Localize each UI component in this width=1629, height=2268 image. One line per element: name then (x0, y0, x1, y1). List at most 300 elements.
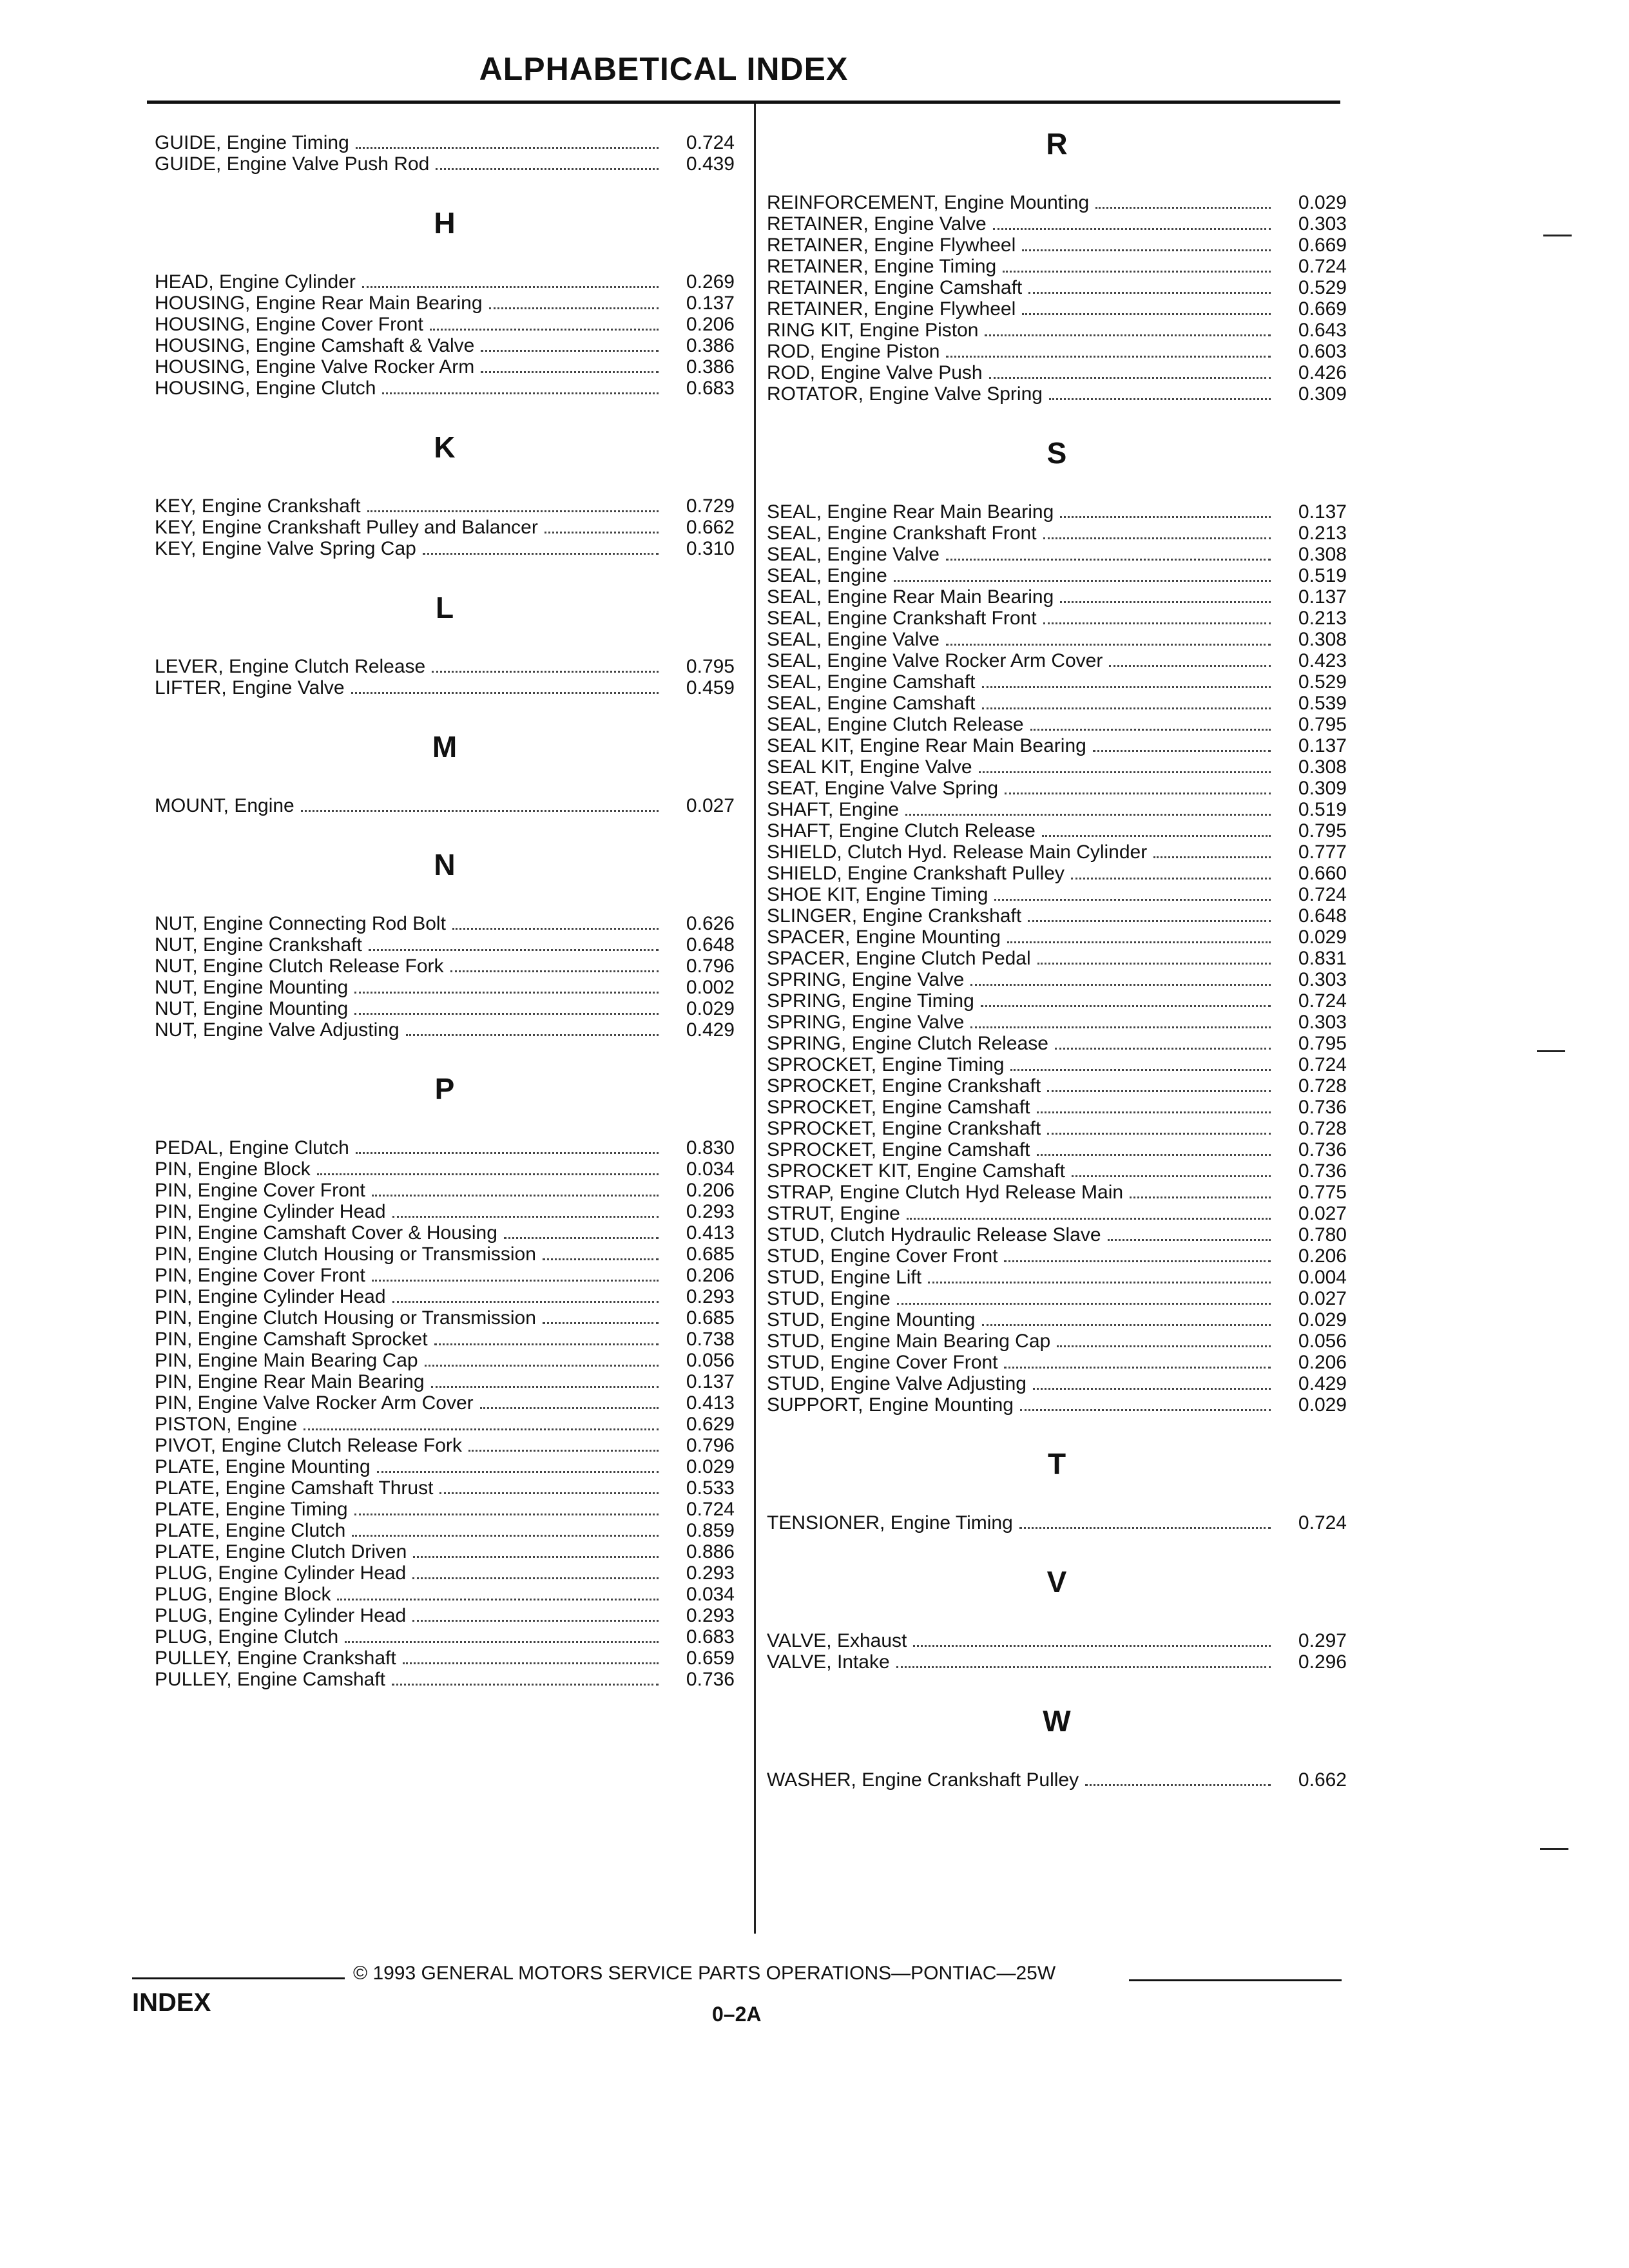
entry-section-number: 0.002 (686, 977, 735, 998)
entry-name: RING KIT, Engine Piston (767, 320, 979, 341)
dot-leader (989, 377, 1271, 379)
dot-leader (481, 350, 659, 352)
entry-section-number: 0.795 (1298, 820, 1347, 841)
index-entry (155, 1605, 735, 1626)
entry-name: SPRING, Engine Timing (767, 990, 974, 1012)
entry-section-number: 0.648 (686, 934, 735, 956)
index-entry (767, 714, 1347, 735)
entry-name: KEY, Engine Valve Spring Cap (155, 538, 416, 559)
entry-name: LEVER, Engine Clutch Release (155, 656, 426, 677)
entry-name: SEAL KIT, Engine Rear Main Bearing (767, 735, 1086, 756)
index-entry (767, 1331, 1347, 1352)
footer-page-number: 0–2A (712, 2003, 762, 2026)
entry-section-number: 0.643 (1298, 320, 1347, 341)
dot-leader (913, 1645, 1271, 1647)
index-entry (767, 586, 1347, 608)
index-entry (155, 356, 735, 378)
entry-name: SEAL, Engine Clutch Release (767, 714, 1024, 735)
page-title: ALPHABETICAL INDEX (479, 51, 849, 87)
entry-name: SEAT, Engine Valve Spring (767, 778, 999, 799)
entry-name: PISTON, Engine (155, 1414, 298, 1435)
dot-leader (367, 510, 659, 512)
dot-leader (304, 1428, 659, 1430)
index-entry (155, 495, 735, 517)
index-entry (767, 383, 1347, 405)
entry-name: TENSIONER, Engine Timing (767, 1512, 1013, 1533)
entry-name: HOUSING, Engine Cover Front (155, 314, 423, 335)
entry-section-number: 0.886 (686, 1541, 735, 1562)
entry-name: STUD, Engine Cover Front (767, 1352, 998, 1373)
entry-section-number: 0.795 (686, 656, 735, 677)
entry-name: STUD, Engine Valve Adjusting (767, 1373, 1027, 1394)
dot-leader (489, 307, 659, 309)
entry-name: STUD, Engine (767, 1288, 891, 1309)
dot-leader (982, 686, 1271, 688)
dot-leader (413, 1556, 659, 1558)
entry-section-number: 0.137 (686, 293, 735, 314)
dot-leader (436, 168, 659, 170)
entry-section-number: 0.539 (1298, 693, 1347, 714)
entry-name: PIN, Engine Valve Rocker Arm Cover (155, 1392, 474, 1414)
entry-section-number: 0.728 (1298, 1118, 1347, 1139)
index-entry (767, 948, 1347, 969)
entry-name: MOUNT, Engine (155, 795, 294, 816)
entry-section-number: 0.423 (1298, 650, 1347, 671)
index-entry (155, 795, 735, 816)
dot-leader (1037, 963, 1271, 965)
index-entry (767, 650, 1347, 671)
dot-leader (369, 949, 659, 951)
entry-name: SHAFT, Engine Clutch Release (767, 820, 1036, 841)
index-entry (155, 335, 735, 356)
index-entry (767, 1075, 1347, 1097)
index-entry (767, 799, 1347, 820)
entry-name: PIN, Engine Rear Main Bearing (155, 1371, 425, 1392)
index-entry (767, 1769, 1347, 1791)
entry-name: WASHER, Engine Crankshaft Pulley (767, 1769, 1079, 1791)
entry-name: KEY, Engine Crankshaft (155, 495, 361, 517)
dot-leader (372, 1195, 659, 1196)
entry-name: PIN, Engine Cylinder Head (155, 1286, 386, 1307)
dot-leader (946, 644, 1271, 646)
entry-name: SEAL, Engine (767, 565, 887, 586)
entry-name: STUD, Engine Main Bearing Cap (767, 1331, 1051, 1352)
entry-name: RETAINER, Engine Valve (767, 213, 987, 235)
entry-name: GUIDE, Engine Valve Push Rod (155, 153, 430, 175)
entry-section-number: 0.297 (1298, 1630, 1347, 1651)
entry-section-number: 0.027 (686, 795, 735, 816)
dot-leader (970, 984, 1271, 986)
entry-name: SPRING, Engine Valve (767, 969, 965, 990)
dot-leader (1037, 1154, 1271, 1156)
entry-name: SEAL, Engine Valve (767, 544, 940, 565)
index-entry (155, 1329, 735, 1350)
entry-name: PIN, Engine Camshaft Sprocket (155, 1329, 428, 1350)
index-entry (155, 1477, 735, 1499)
entry-section-number: 0.724 (1298, 990, 1347, 1012)
index-entry (155, 977, 735, 998)
entry-section-number: 0.308 (1298, 756, 1347, 778)
entry-name: VALVE, Exhaust (767, 1630, 907, 1651)
entry-name: PEDAL, Engine Clutch (155, 1137, 349, 1158)
index-entry (767, 1118, 1347, 1139)
dot-leader (1043, 622, 1271, 624)
entry-name: STRAP, Engine Clutch Hyd Release Main (767, 1182, 1124, 1203)
entry-section-number: 0.004 (1298, 1267, 1347, 1288)
entry-name: PULLEY, Engine Camshaft (155, 1669, 385, 1690)
margin-tick (1537, 1050, 1565, 1052)
index-entry (767, 544, 1347, 565)
entry-section-number: 0.056 (1298, 1331, 1347, 1352)
dot-leader (1028, 920, 1271, 922)
entry-section-number: 0.137 (1298, 501, 1347, 523)
entry-section-number: 0.626 (686, 913, 735, 934)
entry-section-number: 0.459 (686, 677, 735, 698)
entry-name: SUPPORT, Engine Mounting (767, 1394, 1014, 1416)
entry-name: SPROCKET, Engine Timing (767, 1054, 1005, 1075)
index-entry (155, 677, 735, 698)
index-entry (155, 1286, 735, 1307)
entry-section-number: 0.775 (1298, 1182, 1347, 1203)
index-entry (767, 1097, 1347, 1118)
index-entry (155, 1541, 735, 1562)
index-entry (767, 820, 1347, 841)
entry-name: NUT, Engine Crankshaft (155, 934, 362, 956)
entry-section-number: 0.659 (686, 1648, 735, 1669)
dot-leader (894, 580, 1271, 582)
index-entry (155, 1520, 735, 1541)
dot-leader (1030, 729, 1271, 731)
index-entry (155, 1265, 735, 1286)
entry-name: SPACER, Engine Clutch Pedal (767, 948, 1031, 969)
entry-section-number: 0.724 (1298, 1054, 1347, 1075)
index-entry (155, 1180, 735, 1201)
section-letter: N (434, 848, 456, 881)
entry-section-number: 0.386 (686, 356, 735, 378)
index-entry (767, 841, 1347, 863)
dot-leader (392, 1301, 659, 1303)
entry-name: HOUSING, Engine Rear Main Bearing (155, 293, 483, 314)
entry-section-number: 0.308 (1298, 544, 1347, 565)
dot-leader (372, 1280, 659, 1282)
entry-section-number: 0.780 (1298, 1224, 1347, 1245)
entry-section-number: 0.303 (1298, 213, 1347, 235)
entry-section-number: 0.029 (1298, 192, 1347, 213)
entry-section-number: 0.736 (1298, 1160, 1347, 1182)
entry-name: STRUT, Engine (767, 1203, 900, 1224)
entry-name: LIFTER, Engine Valve (155, 677, 345, 698)
index-entry (767, 671, 1347, 693)
entry-name: PIN, Engine Main Bearing Cap (155, 1350, 418, 1371)
dot-leader (1028, 292, 1271, 294)
entry-section-number: 0.629 (686, 1414, 735, 1435)
entry-name: SHIELD, Clutch Hyd. Release Main Cylinder (767, 841, 1148, 863)
entry-name: RETAINER, Engine Camshaft (767, 277, 1023, 298)
entry-section-number: 0.685 (686, 1244, 735, 1265)
entry-section-number: 0.137 (1298, 586, 1347, 608)
dot-leader (432, 671, 659, 673)
dot-leader (434, 1343, 659, 1345)
entry-section-number: 0.303 (1298, 1012, 1347, 1033)
entry-section-number: 0.303 (1298, 969, 1347, 990)
margin-tick (1543, 235, 1572, 236)
dot-leader (430, 329, 659, 331)
entry-name: PLATE, Engine Camshaft Thrust (155, 1477, 434, 1499)
dot-leader (337, 1599, 659, 1600)
index-entry (155, 1201, 735, 1222)
index-entry (767, 1245, 1347, 1267)
entry-section-number: 0.724 (686, 132, 735, 153)
entry-section-number: 0.309 (1298, 383, 1347, 405)
entry-name: PLATE, Engine Clutch Driven (155, 1541, 407, 1562)
index-entry (767, 735, 1347, 756)
entry-section-number: 0.429 (1298, 1373, 1347, 1394)
entry-section-number: 0.738 (686, 1329, 735, 1350)
entry-section-number: 0.669 (1298, 298, 1347, 320)
dot-leader (1060, 601, 1271, 603)
index-entry (155, 1584, 735, 1605)
entry-name: SEAL, Engine Crankshaft Front (767, 608, 1037, 629)
index-entry (155, 1648, 735, 1669)
dot-leader (1093, 750, 1271, 752)
dot-leader (1108, 1239, 1271, 1241)
index-entry (767, 629, 1347, 650)
index-entry (767, 1352, 1347, 1373)
dot-leader (1043, 537, 1271, 539)
section-letter: W (1043, 1704, 1071, 1738)
footer-rule-right (1129, 1979, 1342, 1981)
dot-leader (1033, 1388, 1271, 1390)
index-entry (767, 756, 1347, 778)
footer-rule-left (132, 1977, 345, 1979)
index-entry (767, 523, 1347, 544)
entry-section-number: 0.034 (686, 1584, 735, 1605)
index-entry (155, 934, 735, 956)
dot-leader (392, 1684, 659, 1686)
dot-leader (1095, 207, 1271, 209)
dot-leader (543, 1322, 659, 1324)
entry-section-number: 0.413 (686, 1222, 735, 1244)
entry-name: SPRING, Engine Clutch Release (767, 1033, 1048, 1054)
dot-leader (1022, 249, 1271, 251)
dot-leader (897, 1303, 1271, 1305)
dot-leader (1004, 1367, 1271, 1369)
index-entry (155, 1137, 735, 1158)
entry-name: SHAFT, Engine (767, 799, 900, 820)
entry-section-number: 0.309 (1298, 778, 1347, 799)
dot-leader (896, 1666, 1271, 1668)
entry-name: PIN, Engine Block (155, 1158, 311, 1180)
index-entry (767, 565, 1347, 586)
entry-section-number: 0.662 (1298, 1769, 1347, 1791)
entry-name: SPROCKET, Engine Camshaft (767, 1139, 1030, 1160)
index-entry (155, 1669, 735, 1690)
entry-name: PIN, Engine Clutch Housing or Transmission (155, 1244, 536, 1265)
entry-section-number: 0.293 (686, 1286, 735, 1307)
entry-name: HEAD, Engine Cylinder (155, 271, 356, 293)
entry-section-number: 0.724 (1298, 1512, 1347, 1533)
entry-section-number: 0.213 (1298, 608, 1347, 629)
dot-leader (356, 1152, 659, 1154)
section-letter: H (434, 206, 456, 240)
entry-name: NUT, Engine Mounting (155, 977, 349, 998)
index-entry (767, 362, 1347, 383)
entry-section-number: 0.426 (1298, 362, 1347, 383)
entry-section-number: 0.662 (686, 517, 735, 538)
section-letter: R (1046, 127, 1068, 160)
entry-section-number: 0.795 (1298, 714, 1347, 735)
dot-leader (1060, 516, 1271, 518)
index-entry (767, 1267, 1347, 1288)
index-entry (155, 378, 735, 399)
dot-leader (994, 899, 1271, 901)
entry-section-number: 0.206 (686, 314, 735, 335)
entry-name: SHIELD, Engine Crankshaft Pulley (767, 863, 1065, 884)
entry-name: GUIDE, Engine Timing (155, 132, 349, 153)
dot-leader (982, 707, 1271, 709)
index-entry (767, 1224, 1347, 1245)
entry-name: NUT, Engine Valve Adjusting (155, 1019, 400, 1041)
entry-section-number: 0.137 (686, 1371, 735, 1392)
entry-name: RETAINER, Engine Timing (767, 256, 997, 277)
entry-name: NUT, Engine Mounting (155, 998, 349, 1019)
entry-name: PLUG, Engine Clutch (155, 1626, 339, 1648)
dot-leader (1109, 665, 1271, 667)
dot-leader (1003, 271, 1271, 273)
index-entry (767, 1203, 1347, 1224)
index-entry (767, 608, 1347, 629)
entry-section-number: 0.529 (1298, 671, 1347, 693)
dot-leader (1153, 856, 1271, 858)
entry-section-number: 0.796 (686, 1435, 735, 1456)
dot-leader (1047, 1133, 1271, 1135)
index-entry (767, 990, 1347, 1012)
entry-section-number: 0.056 (686, 1350, 735, 1371)
entry-name: STUD, Engine Cover Front (767, 1245, 998, 1267)
entry-section-number: 0.660 (1298, 863, 1347, 884)
dot-leader (425, 1365, 659, 1367)
entry-section-number: 0.206 (686, 1180, 735, 1201)
entry-name: STUD, Engine Mounting (767, 1309, 976, 1331)
entry-name: PIN, Engine Cover Front (155, 1265, 365, 1286)
dot-leader (946, 356, 1271, 358)
dot-leader (1071, 878, 1271, 879)
entry-name: PLATE, Engine Mounting (155, 1456, 371, 1477)
entry-section-number: 0.729 (686, 495, 735, 517)
entry-name: STUD, Clutch Hydraulic Release Slave (767, 1224, 1101, 1245)
dot-leader (354, 1514, 659, 1515)
right-index-column (767, 95, 1347, 1791)
index-entry (767, 884, 1347, 905)
entry-name: ROD, Engine Valve Push (767, 362, 983, 383)
entry-section-number: 0.206 (1298, 1352, 1347, 1373)
dot-leader (970, 1026, 1271, 1028)
dot-leader (301, 810, 659, 812)
index-entry (155, 913, 735, 934)
dot-leader (981, 1005, 1271, 1007)
dot-leader (545, 532, 659, 533)
dot-leader (504, 1237, 659, 1239)
entry-section-number: 0.029 (1298, 927, 1347, 948)
entry-section-number: 0.293 (686, 1562, 735, 1584)
dot-leader (481, 371, 659, 373)
entry-name: ROD, Engine Piston (767, 341, 940, 362)
index-entry (767, 1054, 1347, 1075)
entry-section-number: 0.293 (686, 1605, 735, 1626)
index-entry (155, 1414, 735, 1435)
section-letter: M (432, 730, 458, 764)
index-entry (767, 1033, 1347, 1054)
index-entry (155, 1158, 735, 1180)
dot-leader (406, 1034, 659, 1036)
entry-name: PLATE, Engine Timing (155, 1499, 348, 1520)
entry-name: REINFORCEMENT, Engine Mounting (767, 192, 1090, 213)
index-entry (767, 1512, 1347, 1533)
footer-section-label: INDEX (132, 1988, 211, 2017)
index-entry (767, 1012, 1347, 1033)
index-entry (767, 235, 1347, 256)
entry-section-number: 0.859 (686, 1520, 735, 1541)
index-entry (767, 501, 1347, 523)
dot-leader (354, 1013, 659, 1015)
entry-section-number: 0.413 (686, 1392, 735, 1414)
entry-name: SHOE KIT, Engine Timing (767, 884, 988, 905)
entry-section-number: 0.533 (686, 1477, 735, 1499)
dot-leader (1085, 1784, 1271, 1786)
dot-leader (439, 1492, 659, 1494)
index-entry (767, 1139, 1347, 1160)
entry-section-number: 0.831 (1298, 948, 1347, 969)
entry-name: SPROCKET, Engine Crankshaft (767, 1075, 1041, 1097)
dot-leader (946, 559, 1271, 561)
dot-leader (412, 1620, 659, 1622)
left-index-column (155, 132, 735, 1690)
index-entry (767, 1288, 1347, 1309)
entry-name: SEAL, Engine Valve (767, 629, 940, 650)
entry-section-number: 0.736 (1298, 1139, 1347, 1160)
entry-section-number: 0.830 (686, 1137, 735, 1158)
dot-leader (1042, 835, 1271, 837)
entry-name: SLINGER, Engine Crankshaft (767, 905, 1022, 927)
entry-name: SPROCKET, Engine Camshaft (767, 1097, 1030, 1118)
index-entry (767, 693, 1347, 714)
entry-name: SEAL, Engine Camshaft (767, 671, 976, 693)
dot-leader (1055, 1048, 1271, 1050)
index-entry (767, 969, 1347, 990)
entry-section-number: 0.027 (1298, 1203, 1347, 1224)
index-entry (767, 341, 1347, 362)
entry-section-number: 0.603 (1298, 341, 1347, 362)
index-entry (767, 1651, 1347, 1673)
section-letter: P (434, 1072, 455, 1106)
entry-section-number: 0.796 (686, 956, 735, 977)
dot-leader (1020, 1409, 1271, 1411)
index-entry (767, 298, 1347, 320)
index-entry (155, 1307, 735, 1329)
index-entry (155, 1456, 735, 1477)
dot-leader (1010, 1069, 1271, 1071)
dot-leader (354, 992, 659, 994)
dot-leader (905, 814, 1271, 816)
index-entry (767, 1630, 1347, 1651)
entry-name: SPACER, Engine Mounting (767, 927, 1001, 948)
entry-name: SPRING, Engine Valve (767, 1012, 965, 1033)
dot-leader (985, 334, 1271, 336)
dot-leader (450, 970, 659, 972)
dot-leader (1007, 941, 1271, 943)
dot-leader (423, 553, 659, 555)
index-entry (767, 256, 1347, 277)
